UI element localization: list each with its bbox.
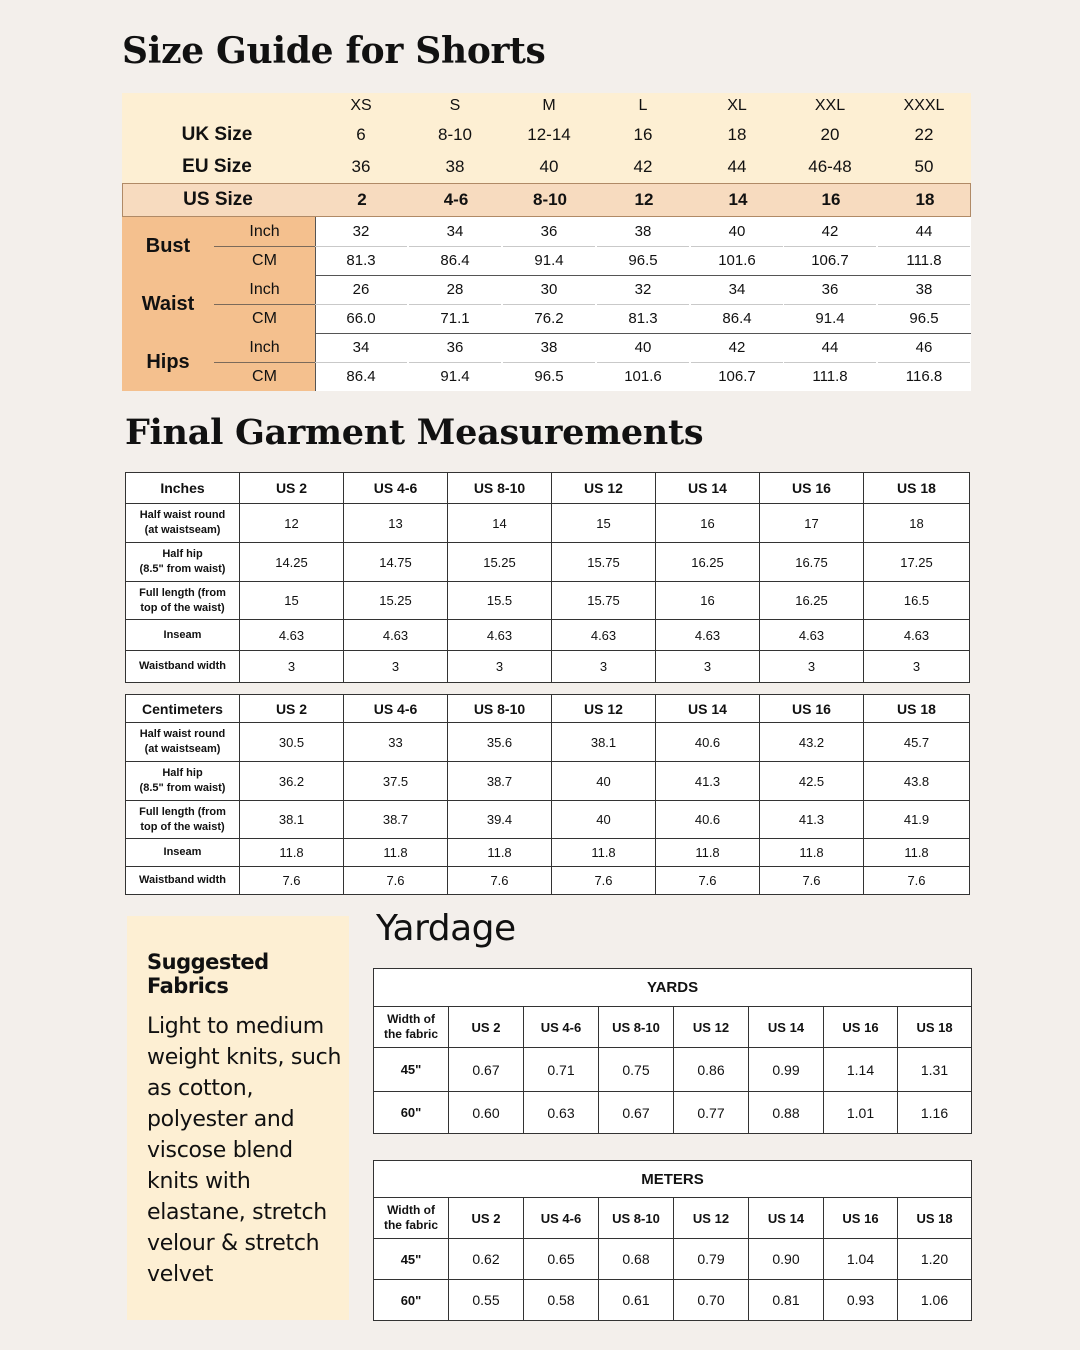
fabric-width-label: 60"	[374, 1280, 449, 1321]
size-letter: S	[449, 97, 461, 114]
inch-value: 40	[634, 339, 652, 356]
table-cell: 38.1	[240, 801, 344, 839]
table-cell: 0.90	[749, 1239, 824, 1280]
yardage-yards-table	[373, 968, 972, 1134]
cm-value: 86.4	[722, 310, 752, 327]
row-label-line: (8.5" from waist)	[139, 563, 226, 575]
size-row-label: UK Size	[181, 124, 253, 145]
table-cell: 0.79	[674, 1239, 749, 1280]
cm-value: 66.0	[346, 310, 376, 327]
table-row	[126, 762, 970, 801]
table-cell: 17	[760, 504, 864, 543]
size-value: 12-14	[527, 125, 571, 144]
table-cell: 16.5	[864, 582, 970, 620]
measurement-name: Bust	[145, 235, 191, 257]
size-header: US 14	[656, 473, 760, 504]
table-row	[126, 620, 970, 651]
table-cell: 15.25	[448, 543, 552, 582]
size-letter: XS	[350, 97, 372, 114]
cm-value: 96.5	[534, 368, 564, 385]
table-cell: 3	[552, 651, 656, 683]
size-letter: XXXL	[903, 97, 945, 114]
table-cell: 15.5	[448, 582, 552, 620]
size-header: US 16	[760, 473, 864, 504]
size-header: US 18	[898, 1007, 972, 1048]
table-cell: 7.6	[344, 867, 448, 895]
row-label-line: top of the waist)	[140, 820, 225, 833]
size-value: 44	[727, 157, 747, 176]
table-header-row	[126, 695, 970, 723]
inch-value: 26	[352, 281, 370, 298]
table-cell: 11.8	[656, 839, 760, 867]
table-cell: 0.70	[674, 1280, 749, 1321]
table-cell: 4.63	[864, 620, 970, 651]
table-cell: 3	[656, 651, 760, 683]
size-header: US 8-10	[599, 1007, 674, 1048]
cm-value: 101.6	[624, 368, 662, 385]
cm-value: 91.4	[815, 310, 845, 327]
size-value: 20	[820, 125, 840, 144]
table-cell: 0.65	[524, 1239, 599, 1280]
garment-measurements-title: Final Garment Measurements	[125, 412, 704, 453]
table-header-row	[374, 1007, 972, 1048]
table-cell: 11.8	[240, 839, 344, 867]
unit-label-cm: CM	[252, 368, 277, 385]
size-header: US 2	[240, 695, 344, 723]
unit-label-cm: CM	[252, 310, 277, 327]
table-cell: 3	[240, 651, 344, 683]
table-cell: 16.25	[760, 582, 864, 620]
row-label	[126, 620, 240, 651]
table-row	[126, 651, 970, 683]
table-cell: 1.01	[824, 1092, 898, 1134]
table-cell: 37.5	[344, 762, 448, 801]
table-cell: 12	[240, 504, 344, 543]
table-cell: 3	[448, 651, 552, 683]
size-header: US 2	[240, 473, 344, 504]
table-cell: 1.20	[898, 1239, 972, 1280]
fabric-width-label: 45"	[374, 1048, 449, 1092]
size-value: 18	[727, 125, 747, 144]
measurement-group-bust	[122, 217, 971, 275]
row-label-line: Inseam	[163, 628, 202, 641]
table-cell: 0.71	[524, 1048, 599, 1092]
size-header: US 12	[552, 695, 656, 723]
row-label	[126, 867, 240, 895]
size-letter: L	[638, 97, 648, 114]
table-cell: 11.8	[448, 839, 552, 867]
measurement-name: Hips	[146, 351, 190, 373]
table-cell: 11.8	[552, 839, 656, 867]
table-cell: 7.6	[448, 867, 552, 895]
unit-label-inch: Inch	[249, 339, 280, 356]
table-row	[126, 867, 970, 895]
table-cell: 3	[864, 651, 970, 683]
inch-value: 44	[915, 223, 933, 240]
size-value: 40	[539, 157, 559, 176]
table-row	[126, 801, 970, 839]
size-guide-table	[122, 93, 971, 391]
inch-value: 30	[540, 281, 558, 298]
table-cell: 35.6	[448, 723, 552, 762]
garment-centimeters-table	[125, 694, 970, 895]
caption-row	[374, 1161, 972, 1198]
table-cell: 13	[344, 504, 448, 543]
row-label	[126, 504, 240, 543]
table-cell: 0.58	[524, 1280, 599, 1321]
table-cell: 0.67	[449, 1048, 524, 1092]
measurement-group-waist	[122, 275, 971, 333]
cm-value: 91.4	[534, 252, 564, 269]
table-cell: 38.1	[552, 723, 656, 762]
inch-value: 38	[915, 281, 933, 298]
cm-value: 106.7	[718, 368, 756, 385]
size-guide-measurements	[122, 217, 971, 391]
size-letter: M	[542, 97, 556, 114]
width-of-fabric-label	[374, 1007, 449, 1048]
size-header: US 16	[760, 695, 864, 723]
table-cell: 15.25	[344, 582, 448, 620]
row-label	[126, 801, 240, 839]
table-header-row	[126, 473, 970, 504]
measurement-group-hips	[122, 333, 971, 391]
width-label-line: Width of	[387, 1012, 435, 1026]
table-cell: 0.67	[599, 1092, 674, 1134]
suggested-fabrics-text: Light to medium weight knits, such as cotton, polyester and viscose blend knits with elastane, stretch velour & stretch velvet	[147, 1014, 342, 1287]
table-cell: 0.86	[674, 1048, 749, 1092]
table-cell: 3	[344, 651, 448, 683]
size-header: US 4-6	[344, 695, 448, 723]
row-label-line: (at waistseam)	[144, 524, 221, 536]
table-cell: 3	[760, 651, 864, 683]
table-cell: 0.93	[824, 1280, 898, 1321]
table-cell: 1.14	[824, 1048, 898, 1092]
unit-header: Centimeters	[126, 695, 240, 723]
table-cell: 18	[864, 504, 970, 543]
table-cell: 14.25	[240, 543, 344, 582]
size-header: US 2	[449, 1198, 524, 1239]
size-header: US 8-10	[599, 1198, 674, 1239]
table-cell: 43.2	[760, 723, 864, 762]
measurement-group-label-cell	[122, 333, 315, 391]
table-cell: 38.7	[344, 801, 448, 839]
table-cell: 4.63	[240, 620, 344, 651]
inch-value: 32	[634, 281, 652, 298]
size-guide-header	[122, 93, 971, 217]
garment-inches-table	[125, 472, 970, 683]
size-value: 18	[915, 190, 935, 209]
row-label-line: Waistband width	[139, 874, 226, 886]
row-label-line: Half hip	[162, 767, 203, 779]
measurement-group-label-cell	[122, 217, 315, 275]
table-cell: 4.63	[760, 620, 864, 651]
table-cell: 14.75	[344, 543, 448, 582]
suggested-fabrics-title: Suggested Fabrics	[147, 950, 269, 998]
size-value: 50	[914, 157, 934, 176]
cm-value: 86.4	[346, 368, 376, 385]
size-header: US 16	[824, 1198, 898, 1239]
inch-value: 44	[821, 339, 839, 356]
row-label-line: Half waist round	[139, 509, 226, 521]
size-header: US 4-6	[344, 473, 448, 504]
inch-value: 32	[352, 223, 370, 240]
size-letter: XL	[727, 97, 747, 114]
table-row	[374, 1280, 972, 1321]
inch-value: 42	[821, 223, 839, 240]
size-header: US 4-6	[524, 1007, 599, 1048]
size-row-label: US Size	[183, 189, 253, 210]
table-cell: 15	[240, 582, 344, 620]
size-header: US 8-10	[448, 473, 552, 504]
measurement-name: Waist	[141, 293, 195, 315]
row-label	[126, 651, 240, 683]
size-letter: XXL	[814, 97, 846, 114]
table-row	[374, 1239, 972, 1280]
size-value: 46-48	[808, 157, 852, 176]
us-size-row	[122, 183, 971, 217]
size-value: 42	[633, 157, 653, 176]
inch-value: 36	[821, 281, 839, 298]
size-header: US 14	[656, 695, 760, 723]
table-cell: 4.63	[448, 620, 552, 651]
table-cell: 15.75	[552, 582, 656, 620]
cm-value: 96.5	[909, 310, 939, 327]
table-cell: 45.7	[864, 723, 970, 762]
table-cell: 0.63	[524, 1092, 599, 1134]
table-cell: 1.04	[824, 1239, 898, 1280]
table-cell: 4.63	[656, 620, 760, 651]
cm-value: 71.1	[440, 310, 470, 327]
table-cell: 40.6	[656, 801, 760, 839]
table-cell: 0.99	[749, 1048, 824, 1092]
row-label-line: top of the waist)	[140, 601, 225, 614]
inch-value: 38	[540, 339, 558, 356]
table-row	[126, 582, 970, 620]
row-label	[126, 723, 240, 762]
size-header: US 12	[674, 1198, 749, 1239]
table-caption: METERS	[374, 1161, 972, 1198]
size-value: 4-6	[443, 190, 469, 209]
width-label-line: the fabric	[383, 1218, 438, 1232]
table-cell: 16	[656, 582, 760, 620]
measurement-group-label-cell	[122, 275, 315, 333]
size-guide-title: Size Guide for Shorts	[122, 30, 546, 72]
size-header: US 8-10	[448, 695, 552, 723]
inch-value: 38	[634, 223, 652, 240]
table-cell: 7.6	[760, 867, 864, 895]
table-cell: 42.5	[760, 762, 864, 801]
inch-value: 34	[446, 223, 464, 240]
cm-value: 111.8	[906, 252, 942, 269]
table-cell: 0.62	[449, 1239, 524, 1280]
table-cell: 41.9	[864, 801, 970, 839]
cm-value: 81.3	[628, 310, 658, 327]
table-cell: 1.16	[898, 1092, 972, 1134]
cm-value: 91.4	[440, 368, 470, 385]
width-of-fabric-label	[374, 1198, 449, 1239]
row-label	[126, 839, 240, 867]
table-cell: 0.55	[449, 1280, 524, 1321]
size-value: 6	[356, 125, 366, 144]
fabric-width-label: 60"	[374, 1092, 449, 1134]
size-header: US 16	[824, 1007, 898, 1048]
table-header-row	[374, 1198, 972, 1239]
size-value: 2	[357, 190, 367, 209]
size-header: US 14	[749, 1007, 824, 1048]
table-cell: 11.8	[760, 839, 864, 867]
table-cell: 0.88	[749, 1092, 824, 1134]
table-cell: 0.75	[599, 1048, 674, 1092]
table-cell: 1.06	[898, 1280, 972, 1321]
table-cell: 36.2	[240, 762, 344, 801]
table-row	[126, 504, 970, 543]
table-cell: 15	[552, 504, 656, 543]
width-label-line: the fabric	[383, 1027, 438, 1041]
table-cell: 7.6	[552, 867, 656, 895]
table-cell: 40	[552, 801, 656, 839]
table-cell: 15.75	[552, 543, 656, 582]
table-cell: 39.4	[448, 801, 552, 839]
table-cell: 0.81	[749, 1280, 824, 1321]
inch-value: 40	[728, 223, 746, 240]
table-cell: 38.7	[448, 762, 552, 801]
width-label-line: Width of	[387, 1203, 435, 1217]
table-cell: 41.3	[656, 762, 760, 801]
row-label-line: (at waistseam)	[144, 743, 221, 755]
size-value: 22	[914, 125, 934, 144]
yardage-meters-table	[373, 1160, 972, 1321]
row-label-line: Full length (from	[139, 586, 226, 599]
table-row	[126, 839, 970, 867]
table-cell: 14	[448, 504, 552, 543]
suggested-fabrics-box	[127, 916, 349, 1320]
size-value: 14	[728, 190, 748, 209]
row-label-line: Inseam	[163, 846, 202, 858]
size-value: 16	[633, 125, 653, 144]
uk-size-row	[122, 119, 971, 151]
size-header: US 18	[864, 695, 970, 723]
table-cell: 0.61	[599, 1280, 674, 1321]
unit-label-inch: Inch	[249, 223, 280, 240]
inch-value: 34	[352, 339, 370, 356]
row-label-line: Half hip	[162, 548, 203, 560]
row-label	[126, 543, 240, 582]
table-row	[126, 723, 970, 762]
row-label-line: Full length (from	[139, 805, 226, 818]
table-cell: 30.5	[240, 723, 344, 762]
table-cell: 16.75	[760, 543, 864, 582]
size-header: US 18	[898, 1198, 972, 1239]
eu-size-row	[122, 151, 971, 183]
inch-value: 36	[446, 339, 464, 356]
table-cell: 33	[344, 723, 448, 762]
inch-value: 42	[728, 339, 746, 356]
table-cell: 0.60	[449, 1092, 524, 1134]
size-value: 12	[634, 190, 654, 209]
table-cell: 4.63	[344, 620, 448, 651]
row-label-line: Waistband width	[139, 660, 226, 672]
cm-value: 116.8	[905, 368, 943, 385]
table-cell: 1.31	[898, 1048, 972, 1092]
size-value: 16	[821, 190, 841, 209]
inch-value: 28	[446, 281, 464, 298]
cm-value: 101.6	[718, 252, 756, 269]
size-header: US 12	[674, 1007, 749, 1048]
cm-value: 106.7	[811, 252, 849, 269]
size-value: 36	[351, 157, 371, 176]
caption-row	[374, 969, 972, 1007]
table-cell: 17.25	[864, 543, 970, 582]
size-value: 8-10	[532, 190, 568, 209]
table-cell: 11.8	[864, 839, 970, 867]
table-cell: 16	[656, 504, 760, 543]
table-cell: 0.77	[674, 1092, 749, 1134]
table-cell: 4.63	[552, 620, 656, 651]
size-value: 38	[445, 157, 465, 176]
cm-value: 86.4	[440, 252, 470, 269]
row-label-line: Half waist round	[139, 728, 226, 740]
unit-label-cm: CM	[252, 252, 277, 269]
size-header: US 18	[864, 473, 970, 504]
cm-value: 111.8	[812, 368, 848, 385]
table-cell: 7.6	[864, 867, 970, 895]
table-cell: 11.8	[344, 839, 448, 867]
table-caption: YARDS	[374, 969, 972, 1007]
table-cell: 43.8	[864, 762, 970, 801]
row-label	[126, 762, 240, 801]
table-cell: 7.6	[656, 867, 760, 895]
unit-header: Inches	[126, 473, 240, 504]
size-header: US 2	[449, 1007, 524, 1048]
table-cell: 7.6	[240, 867, 344, 895]
unit-label-inch: Inch	[249, 281, 280, 298]
cm-value: 81.3	[346, 252, 376, 269]
size-header: US 4-6	[524, 1198, 599, 1239]
table-row	[374, 1092, 972, 1134]
table-row	[374, 1048, 972, 1092]
size-letters-row	[122, 93, 971, 119]
cm-value: 76.2	[534, 310, 564, 327]
yardage-title: Yardage	[376, 908, 516, 949]
table-row	[126, 543, 970, 582]
table-cell: 0.68	[599, 1239, 674, 1280]
inch-value: 46	[915, 339, 933, 356]
size-row-label: EU Size	[182, 156, 252, 177]
table-cell: 41.3	[760, 801, 864, 839]
cm-value: 96.5	[628, 252, 658, 269]
row-label-line: (8.5" from waist)	[139, 782, 226, 794]
inch-value: 34	[728, 281, 746, 298]
table-cell: 16.25	[656, 543, 760, 582]
table-cell: 40.6	[656, 723, 760, 762]
size-value: 8-10	[437, 125, 473, 144]
size-header: US 14	[749, 1198, 824, 1239]
inch-value: 36	[540, 223, 558, 240]
row-label	[126, 582, 240, 620]
table-cell: 40	[552, 762, 656, 801]
size-header: US 12	[552, 473, 656, 504]
fabric-width-label: 45"	[374, 1239, 449, 1280]
